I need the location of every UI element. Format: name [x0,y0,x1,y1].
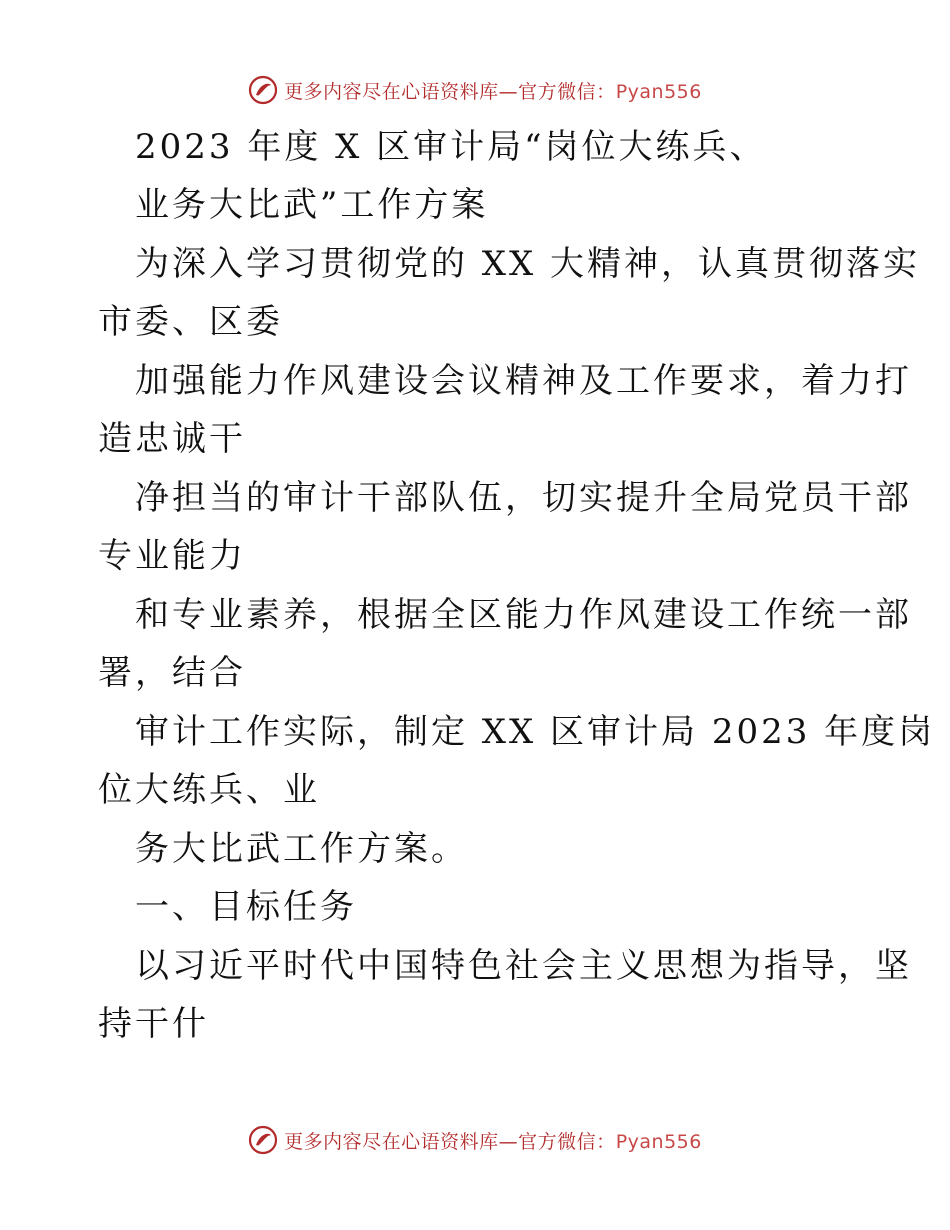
footer-watermark [0,1120,950,1160]
watermark-text [284,1127,702,1154]
section-heading: 一、目标任务 [135,887,357,927]
document-title-line-1: 2023 年度 X 区审计局“岗位大练兵、 [135,127,767,167]
watermark-wechat-id: Pyan556 [615,80,702,103]
watermark-site-text: 更多内容尽在心语资料库 [284,80,499,103]
body-line: 净担当的审计干部队伍，切实提升全局党员干部 [135,478,912,518]
watermark-text [284,77,702,104]
brand-logo-icon [248,75,278,105]
watermark-site-text: 更多内容尽在心语资料库 [284,1130,499,1153]
body-line: 加强能力作风建设会议精神及工作要求，着力打 [135,361,912,401]
watermark-dash: — [498,1130,519,1153]
body-line: 市委、区委 [98,302,283,342]
watermark-wechat-label: 官方微信： [518,80,616,103]
watermark-dash: — [498,80,519,103]
watermark-wechat-label: 官方微信： [518,1130,616,1153]
body-line: 务大比武工作方案。 [135,829,468,869]
brand-logo-icon [248,1125,278,1155]
body-line: 以习近平时代中国特色社会主义思想为指导，坚 [135,946,912,986]
body-line: 造忠诚干 [98,419,246,459]
body-line: 为深入学习贯彻党的 XX 大精神，认真贯彻落实 [135,244,921,284]
body-line: 持干什 [98,1004,209,1044]
header-watermark [0,70,950,110]
body-line: 位大练兵、业 [98,770,320,810]
document-title-line-2: 业务大比武”工作方案 [135,185,489,225]
body-line: 署，结合 [98,653,246,693]
watermark-wechat-id: Pyan556 [615,1130,702,1153]
body-line: 审计工作实际，制定 XX 区审计局 2023 年度岗 [135,712,936,752]
body-line: 专业能力 [98,536,246,576]
body-line: 和专业素养，根据全区能力作风建设工作统一部 [135,595,912,635]
